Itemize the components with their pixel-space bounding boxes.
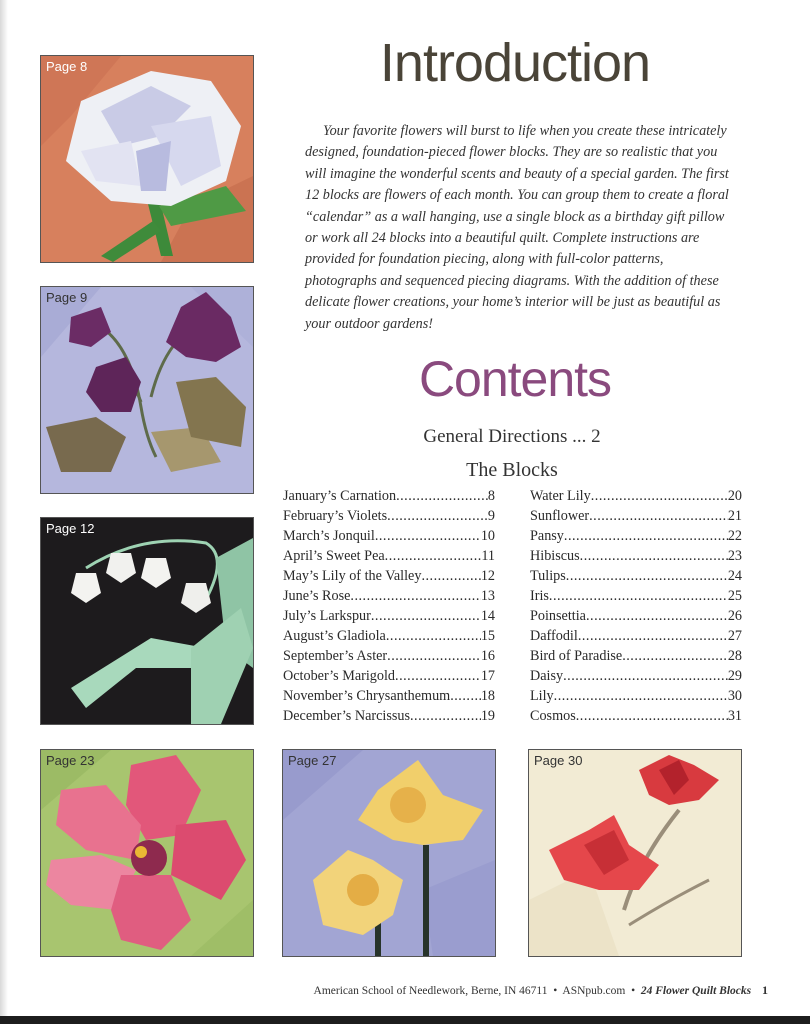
toc-entry[interactable] bbox=[283, 548, 495, 568]
toc-entry[interactable] bbox=[283, 508, 495, 528]
toc-entry-title: May’s Lily of the Valley bbox=[283, 568, 422, 584]
toc-entry-page: 8 bbox=[487, 488, 495, 504]
toc-entry-title: October’s Marigold bbox=[283, 668, 396, 684]
toc-entry-page: 11 bbox=[481, 548, 495, 564]
toc-leader-dots bbox=[410, 708, 481, 725]
toc-leader-dots bbox=[566, 568, 728, 585]
toc-leader-dots bbox=[563, 668, 728, 685]
toc-entry-title: Bird of Paradise bbox=[530, 648, 623, 664]
hibiscus-block-photo bbox=[40, 749, 254, 957]
toc-entry[interactable] bbox=[530, 568, 742, 588]
toc-entry-page: 21 bbox=[727, 508, 742, 524]
toc-entry-title: July’s Larkspur bbox=[283, 608, 371, 624]
introduction-body: Your favorite flowers will burst to life when you create these intricately designed, foundation-pieced flower blocks. They are so realistic that you will imagine the wonderful scents and beauty of a special garden. The first 12 blocks are flowers of each month. You can group them to create a floral “calendar” as a wall hanging, use a single block as a birthday gift pillow or work all 24 blocks into a beautiful quilt. Complete instructions are provided for foundation piecing, along with full-color patterns, photographs and sequenced piecing diagrams. With the addition of these delicate flower creations, your home’s interior will be just as beautiful as your outdoor gardens! bbox=[305, 123, 729, 332]
toc-entry[interactable] bbox=[530, 688, 742, 708]
toc-entry-title: Lily bbox=[530, 688, 554, 704]
violets-illustration bbox=[41, 287, 253, 493]
toc-entry-page: 27 bbox=[727, 628, 742, 644]
daffodil-illustration bbox=[283, 750, 495, 956]
toc-entry-title: Cosmos bbox=[530, 708, 576, 724]
toc-entry-page: 24 bbox=[727, 568, 742, 584]
toc-leader-dots bbox=[554, 688, 728, 705]
toc-leader-dots bbox=[450, 688, 481, 705]
toc-entry-title: Iris bbox=[530, 588, 549, 604]
toc-entry[interactable] bbox=[283, 568, 495, 588]
toc-entry-title: Hibiscus bbox=[530, 548, 580, 564]
toc-entry[interactable] bbox=[283, 688, 495, 708]
toc-entry-page: 23 bbox=[727, 548, 742, 564]
page-23-label: Page 23 bbox=[46, 753, 95, 768]
toc-entry-title: Pansy bbox=[530, 528, 564, 544]
page-bottom-edge bbox=[0, 1016, 810, 1024]
toc-leader-dots bbox=[589, 508, 728, 525]
toc-entry-page: 16 bbox=[480, 648, 495, 664]
toc-leader-dots bbox=[385, 548, 482, 565]
page-footer bbox=[314, 983, 768, 998]
toc-leader-dots bbox=[375, 528, 481, 545]
violets-block-photo bbox=[40, 286, 254, 494]
toc-entry-title: Water Lily bbox=[530, 488, 591, 504]
toc-entry[interactable] bbox=[530, 548, 742, 568]
toc-leader-dots bbox=[576, 708, 728, 725]
toc-left-column bbox=[283, 488, 495, 728]
toc-entry[interactable] bbox=[530, 708, 742, 728]
footer-publisher: American School of Needlework, Berne, IN 46711 bbox=[313, 985, 548, 997]
toc-entry-title: Poinsettia bbox=[530, 608, 586, 624]
footer-separator: • bbox=[553, 985, 558, 997]
toc-entry[interactable] bbox=[530, 668, 742, 688]
daffodil-block-photo bbox=[282, 749, 496, 957]
toc-leader-dots bbox=[395, 668, 481, 685]
toc-leader-dots bbox=[386, 628, 481, 645]
toc-entry-page: 22 bbox=[727, 528, 742, 544]
toc-entry[interactable] bbox=[283, 708, 495, 728]
contents-heading: Contents bbox=[418, 351, 612, 407]
toc-entry[interactable] bbox=[283, 608, 495, 628]
toc-entry-page: 15 bbox=[480, 628, 495, 644]
toc-entry-title: December’s Narcissus bbox=[283, 708, 410, 724]
toc-entry[interactable] bbox=[530, 588, 742, 608]
toc-entry[interactable] bbox=[530, 488, 742, 508]
toc-leader-dots bbox=[421, 568, 480, 585]
toc-leader-dots bbox=[564, 528, 728, 545]
toc-leader-dots bbox=[549, 588, 728, 605]
toc-entry-page: 20 bbox=[727, 488, 742, 504]
toc-leader-dots bbox=[396, 488, 488, 505]
page-12-label: Page 12 bbox=[46, 521, 95, 536]
toc-leader-dots bbox=[586, 608, 728, 625]
toc-entry-page: 10 bbox=[480, 528, 495, 544]
footer-website[interactable]: ASNpub.com bbox=[562, 985, 626, 997]
introduction-heading: Introduction bbox=[379, 33, 651, 93]
footer-separator: • bbox=[631, 985, 636, 997]
carnation-illustration bbox=[41, 56, 253, 262]
toc-leader-dots bbox=[371, 608, 481, 625]
toc-entry-title: Sunflower bbox=[530, 508, 590, 524]
carnation-block-photo bbox=[40, 55, 254, 263]
toc-entry[interactable] bbox=[283, 528, 495, 548]
hibiscus-illustration bbox=[41, 750, 253, 956]
toc-leader-dots bbox=[591, 488, 728, 505]
page-30-label: Page 30 bbox=[534, 753, 583, 768]
toc-entry[interactable] bbox=[283, 628, 495, 648]
toc-entry-page: 12 bbox=[480, 568, 495, 584]
toc-entry-title: March’s Jonquil bbox=[283, 528, 375, 544]
page-8-label: Page 8 bbox=[46, 59, 88, 74]
toc-leader-dots bbox=[387, 648, 481, 665]
general-directions-entry[interactable]: General Directions ... 2 bbox=[423, 426, 601, 447]
toc-entry[interactable] bbox=[530, 608, 742, 628]
toc-entry-page: 18 bbox=[480, 688, 495, 704]
toc-entry-page: 26 bbox=[727, 608, 742, 624]
toc-entry-title: November’s Chrysanthemum bbox=[283, 688, 451, 704]
toc-entry-page: 30 bbox=[727, 688, 742, 704]
toc-leader-dots bbox=[622, 648, 728, 665]
page-left-edge bbox=[0, 0, 8, 1024]
toc-entry-title: April’s Sweet Pea bbox=[283, 548, 385, 564]
page-9-label: Page 9 bbox=[46, 290, 88, 305]
lily-of-the-valley-illustration bbox=[41, 518, 253, 724]
toc-leader-dots bbox=[578, 628, 728, 645]
toc-entry[interactable] bbox=[530, 528, 742, 548]
toc-entry-title: Tulips bbox=[530, 568, 566, 584]
toc-entry-page: 28 bbox=[727, 648, 742, 664]
toc-right-column bbox=[530, 488, 742, 728]
toc-entry-title: February’s Violets bbox=[283, 508, 388, 524]
toc-entry-title: Daffodil bbox=[530, 628, 578, 644]
toc-entry-title: Daisy bbox=[530, 668, 564, 684]
toc-entry-page: 29 bbox=[727, 668, 742, 684]
toc-entry-title: September’s Aster bbox=[283, 648, 388, 664]
toc-entry[interactable] bbox=[530, 628, 742, 648]
toc-entry[interactable] bbox=[283, 588, 495, 608]
toc-entry-page: 17 bbox=[480, 668, 495, 684]
toc-entry[interactable] bbox=[530, 648, 742, 668]
toc-entry[interactable] bbox=[530, 508, 742, 528]
toc-entry-page: 14 bbox=[480, 608, 495, 624]
toc-entry-page: 9 bbox=[487, 508, 495, 524]
toc-leader-dots bbox=[387, 508, 488, 525]
lily-of-the-valley-block-photo bbox=[40, 517, 254, 725]
footer-book-title: 24 Flower Quilt Blocks bbox=[640, 985, 752, 997]
page-27-label: Page 27 bbox=[288, 753, 337, 768]
toc-entry-page: 19 bbox=[480, 708, 495, 724]
the-blocks-heading: The Blocks bbox=[466, 459, 558, 481]
lily-illustration bbox=[529, 750, 741, 956]
toc-entry[interactable] bbox=[283, 668, 495, 688]
toc-entry[interactable] bbox=[283, 488, 495, 508]
toc-entry[interactable] bbox=[283, 648, 495, 668]
toc-leader-dots bbox=[350, 588, 480, 605]
toc-entry-title: August’s Gladiola bbox=[283, 628, 386, 644]
toc-entry-title: June’s Rose bbox=[283, 588, 351, 604]
toc-entry-title: January’s Carnation bbox=[283, 488, 397, 504]
toc-entry-page: 13 bbox=[480, 588, 495, 604]
lily-block-photo bbox=[528, 749, 742, 957]
toc-entry-page: 31 bbox=[727, 708, 742, 724]
toc-leader-dots bbox=[580, 548, 728, 565]
footer-page-number: 1 bbox=[762, 983, 768, 997]
toc-entry-page: 25 bbox=[727, 588, 742, 604]
